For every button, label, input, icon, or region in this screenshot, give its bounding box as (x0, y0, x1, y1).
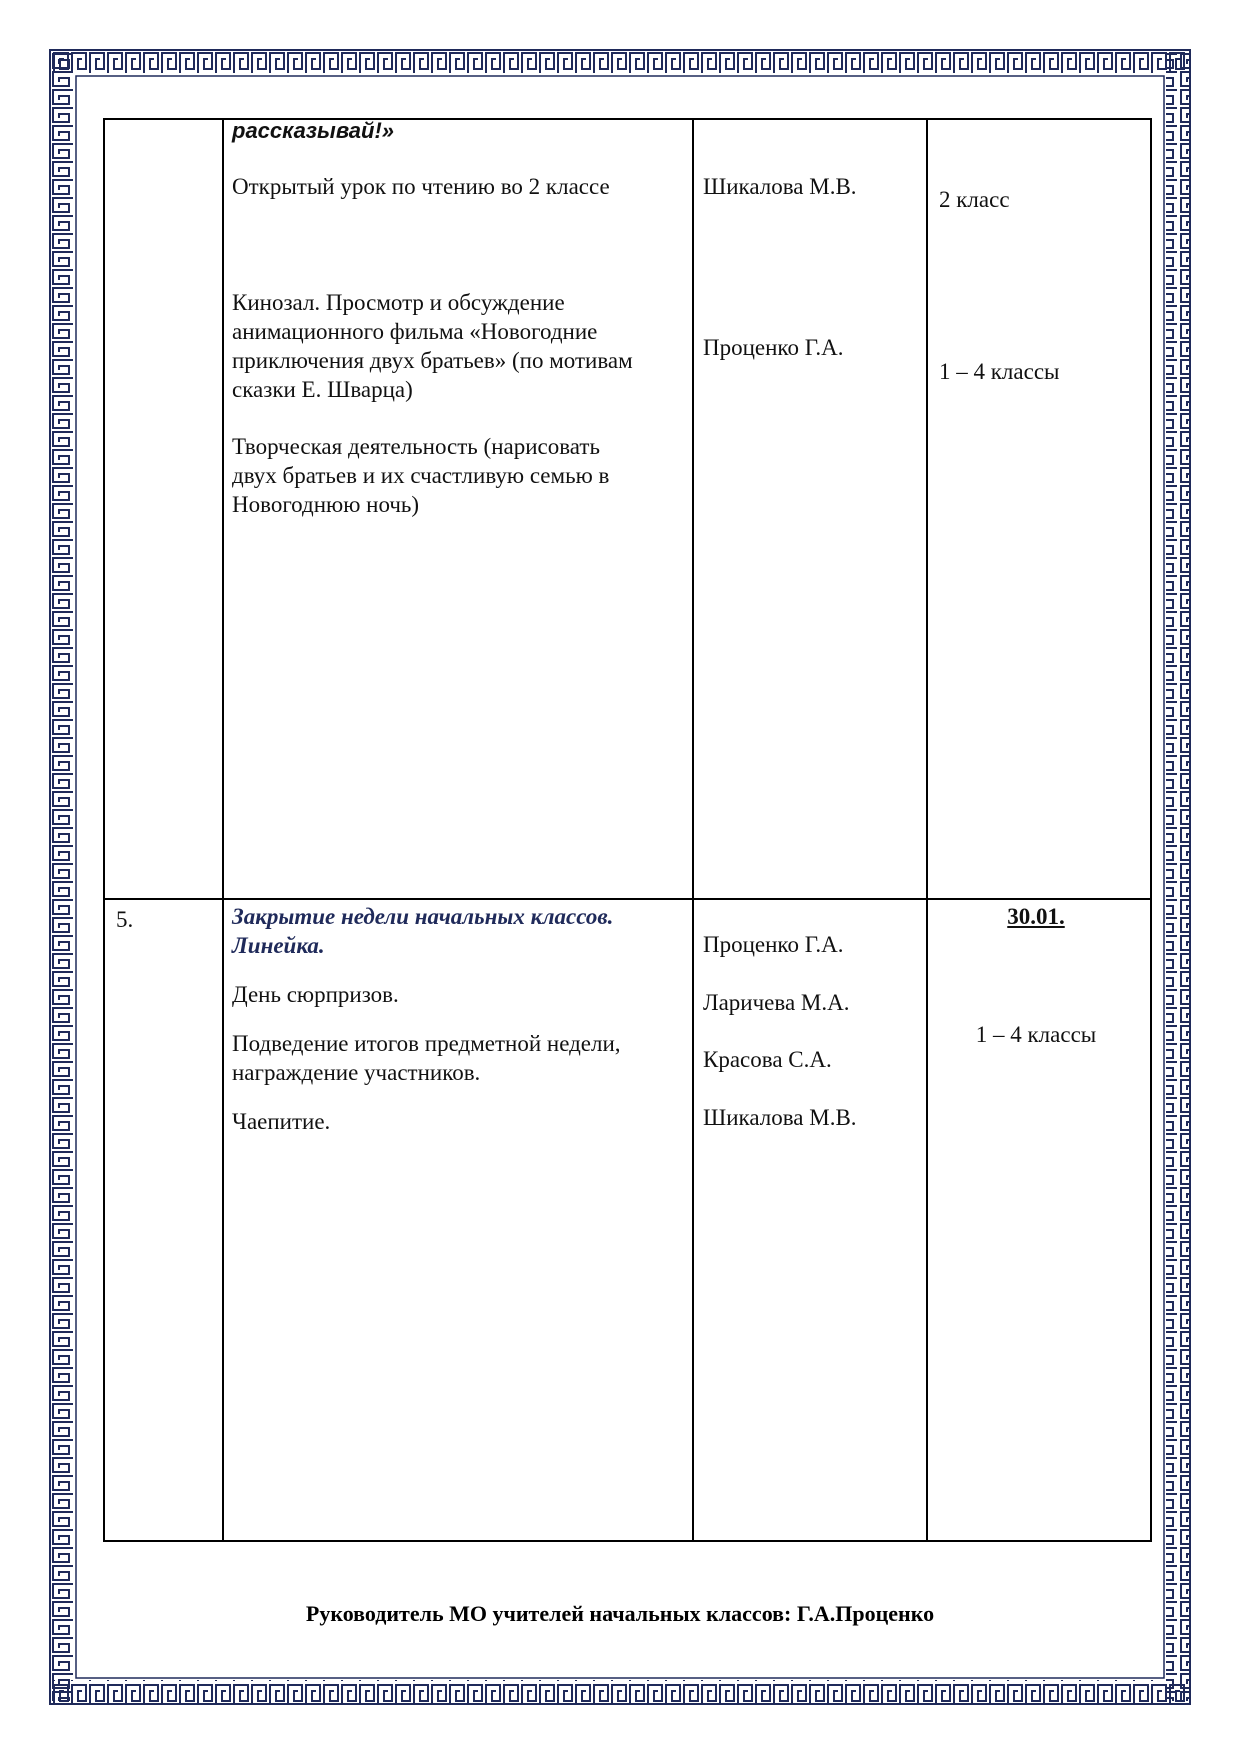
row4-activity-2-line-1: Кинозал. Просмотр и обсуждение (232, 290, 565, 315)
row5-responsible-2: Ларичева М.А. (703, 990, 850, 1015)
column-divider (926, 120, 928, 1540)
row4-activity-2-line-3: приключения двух братьев» (по мотивам (232, 348, 633, 373)
row5-responsible-1: Проценко Г.А. (703, 932, 844, 957)
row4-activity-3-line-2: двух братьев и их счастливую семью в (232, 463, 610, 488)
row4-activity-3-line-1: Творческая деятельность (нарисовать (232, 434, 600, 459)
row5-number: 5. (116, 907, 134, 932)
footer-signature: Руководитель МО учителей начальных классов: Г.А.Проценко (305, 1601, 935, 1626)
row5-responsible-3: Красова С.А. (703, 1047, 832, 1072)
row5-title-line-2: Линейка. (232, 933, 325, 958)
row4-activity-3-line-3: Новогоднюю ночь) (232, 492, 420, 517)
column-divider (222, 120, 224, 1540)
row5-responsible-4: Шикалова М.В. (703, 1105, 857, 1130)
row5-title-line-1: Закрытие недели начальных классов. (232, 904, 614, 929)
column-divider (692, 120, 694, 1540)
row5-date: 30.01. (1007, 904, 1065, 929)
row5-activity-1: День сюрпризов. (232, 982, 399, 1007)
row4-responsible-1: Шикалова М.В. (703, 174, 857, 199)
row4-activity-1: Открытый урок по чтению во 2 классе (232, 174, 610, 199)
row5-activity-3: награждение участников. (232, 1060, 481, 1085)
row5-participants: 1 – 4 классы (975, 1022, 1097, 1047)
row4-responsible-2: Проценко Г.А. (703, 335, 844, 360)
row5-activity-2: Подведение итогов предметной недели, (232, 1031, 621, 1056)
row4-activity-2-line-2: анимационного фильма «Новогодние (232, 319, 598, 344)
row-divider (105, 898, 1150, 900)
row4-title-tail: рассказывай!» (232, 118, 395, 143)
row4-participants-1: 2 класс (939, 187, 1010, 212)
row4-participants-2: 1 – 4 классы (939, 359, 1060, 384)
row5-activity-4: Чаепитие. (232, 1109, 331, 1134)
row4-activity-2-line-4: сказки Е. Шварца) (232, 377, 413, 402)
